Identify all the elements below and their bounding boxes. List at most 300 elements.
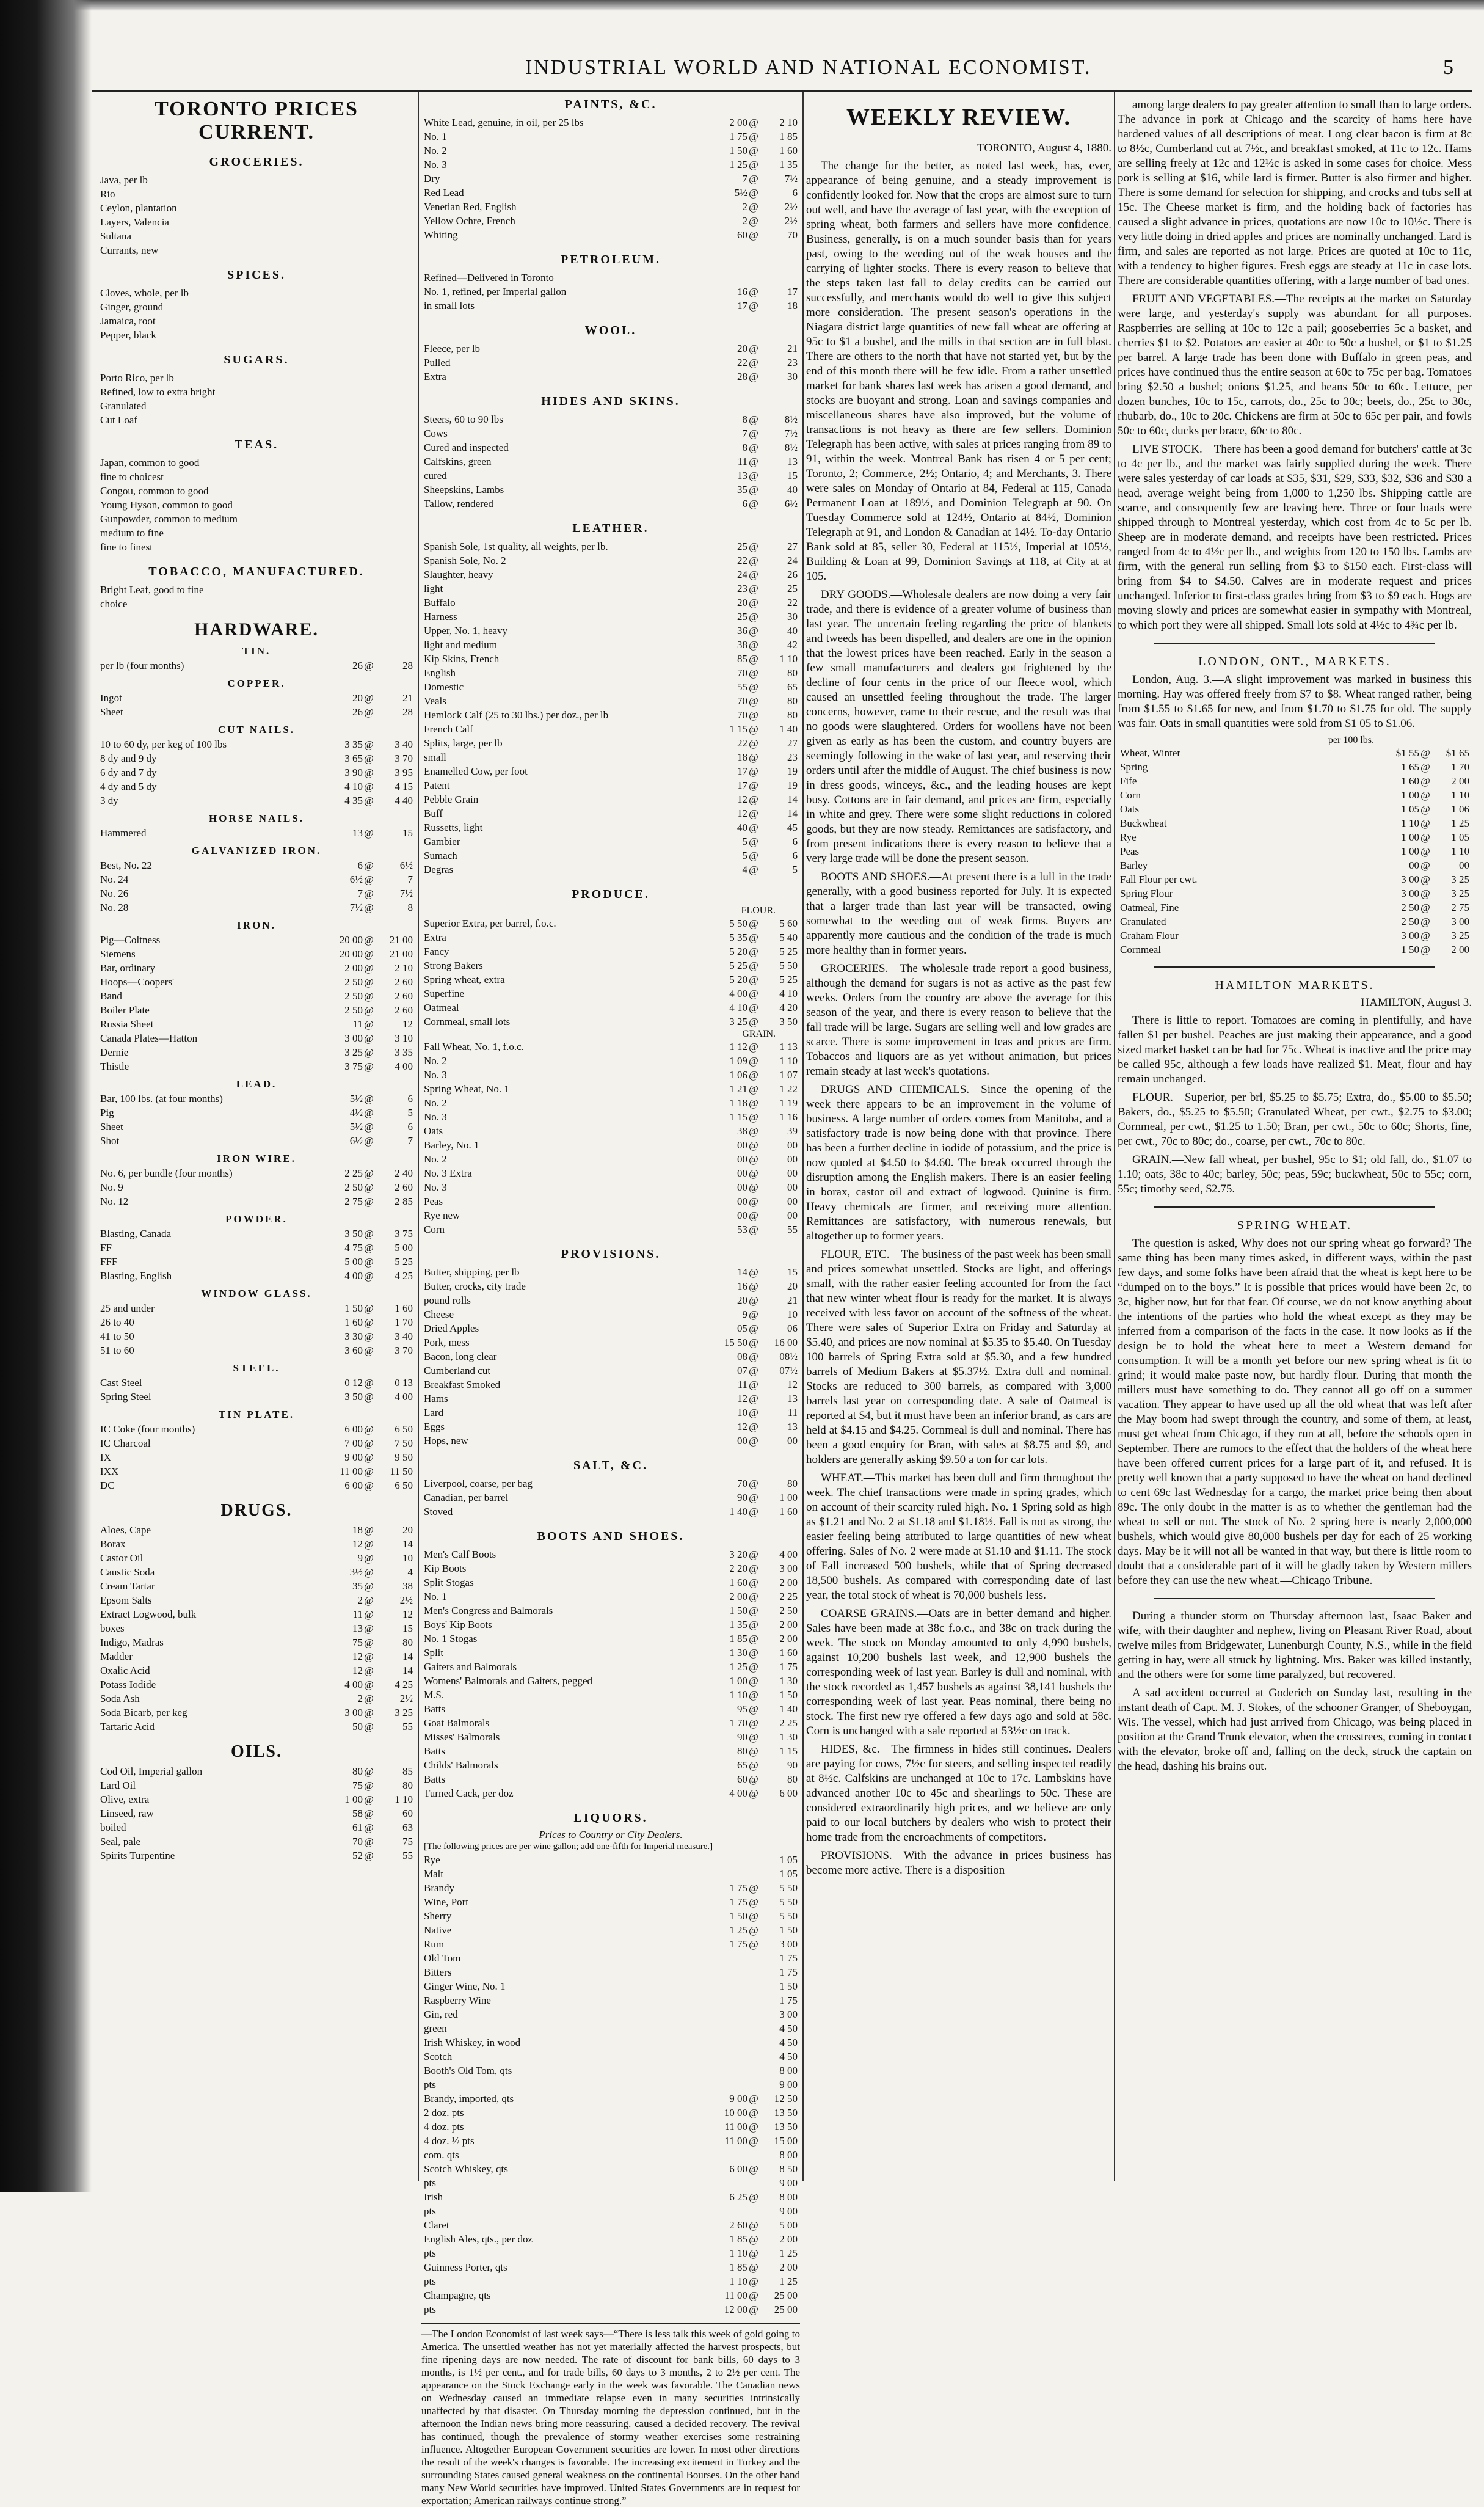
item-label: 4 dy and 5 dy bbox=[100, 781, 157, 792]
price-row bbox=[424, 2120, 798, 2134]
price-row bbox=[100, 215, 413, 229]
price-row bbox=[424, 1124, 798, 1138]
price-high: 15 00 bbox=[774, 2135, 798, 2147]
paragraph: The question is asked, Why does not our spring wheat go forward? The same thing has been many times asked, in different ways, within the past few days, and some folks have been afraid that the wheat is kept here to be “dumped on to the boys.” It is possible that prices would have been 2c, to 3c, higher now, but for that fear. Of course, we do not know anything about the intentions of the parties who hold the wheat except as they may be inferred from a comparison of the facts in the case. It now looks as if the design be to hold the wheat here to meet a Western demand for consumption. It will be a month yet before our new spring wheat is fit to grind; it would make paste now, but hardly flour. During that month the millers must have something to do. They cannot all go off on a summer vacation. They appear to have used up all the old wheat that was left after the May boom had swept through the country, and some of them, at least, must get wheat from Chicago, if they run at all, before the schools open in September. There are rumors to the effect that the holders of the wheat here have been offered current prices for a large part of it, and refused. It is pretty well known that a party supposed to have the wheat on hand declined to cent 69c last Wednesday for a cargo, the market price being then about 89c. The only doubt in the matter is as to whether the gentleman had the wheat to sell or not. The stock of No. 2 spring here is nearly 2,000,000 bushels, which would give 80,000 bushels per day for each of 25 working days. May be it will not all be wanted in that way, but there is little room to doubt that a considerable part of it will be gladly taken by Western millers before they can use the new wheat.—Chicago Tribune. bbox=[1118, 1237, 1472, 1587]
price-row bbox=[100, 1255, 413, 1269]
price-high: 1 30 bbox=[779, 1731, 798, 1743]
item-label: Thistle bbox=[100, 1060, 129, 1072]
price-high: 5 50 bbox=[779, 1882, 798, 1894]
price-high bbox=[375, 540, 413, 554]
price-sep: @ bbox=[364, 1465, 374, 1477]
price-low: 17 bbox=[737, 779, 747, 791]
price-sep: @ bbox=[749, 1647, 758, 1659]
price-low: 70 bbox=[737, 667, 747, 679]
price-sep: @ bbox=[749, 1938, 758, 1950]
item-label: Cornmeal bbox=[1120, 944, 1162, 955]
price-low: 1 00 bbox=[1401, 789, 1419, 801]
price-sep: @ bbox=[749, 2121, 758, 2133]
price-high bbox=[375, 243, 413, 257]
price-low: 00 bbox=[737, 1153, 747, 1165]
grain-list bbox=[421, 1040, 800, 1236]
price-sep: @ bbox=[749, 1153, 758, 1165]
price-low bbox=[710, 1951, 747, 1965]
item-label: Porto Rico, per lb bbox=[100, 372, 174, 384]
hardware-subsection-list bbox=[98, 1422, 415, 1492]
price-row bbox=[424, 694, 798, 708]
price-high: 12 bbox=[402, 1018, 413, 1030]
price-low: 55 bbox=[737, 681, 747, 693]
price-low: 20 00 bbox=[339, 934, 363, 946]
price-row bbox=[100, 1834, 413, 1848]
price-low: 4 00 bbox=[344, 1679, 363, 1690]
item-label: Jamaica, root bbox=[100, 315, 156, 327]
hardware-sections bbox=[98, 645, 415, 1492]
item-label: Superfine bbox=[424, 988, 465, 999]
price-high: 7 bbox=[407, 874, 413, 885]
price-row bbox=[424, 341, 798, 356]
price-high: 5 40 bbox=[779, 932, 798, 943]
price-sep: @ bbox=[364, 1594, 374, 1606]
price-high: 2 25 bbox=[779, 1717, 798, 1729]
item-label: Scotch bbox=[424, 2051, 453, 2062]
price-low: 3 65 bbox=[344, 753, 363, 764]
price-row bbox=[100, 961, 413, 975]
price-high: 2 75 bbox=[1451, 902, 1469, 913]
price-sep: @ bbox=[1420, 944, 1430, 955]
price-sep: @ bbox=[749, 357, 758, 368]
price-row bbox=[100, 1227, 413, 1241]
price-row bbox=[424, 553, 798, 567]
price-low: 38 bbox=[737, 639, 747, 651]
price-row bbox=[424, 172, 798, 186]
price-sep: @ bbox=[749, 2163, 758, 2175]
price-sep: @ bbox=[749, 2191, 758, 2203]
column-rule-3 bbox=[1114, 92, 1115, 2181]
item-label: No. 3 bbox=[424, 159, 447, 170]
price-high: 2 10 bbox=[395, 962, 413, 974]
price-row bbox=[424, 186, 798, 200]
item-label: Aloes, Cape bbox=[100, 1524, 151, 1536]
price-high: 4 10 bbox=[779, 988, 798, 999]
price-sep: @ bbox=[364, 1330, 374, 1342]
price-low: 90 bbox=[737, 1492, 747, 1503]
price-row bbox=[100, 1720, 413, 1734]
price-low: 2 50 bbox=[344, 1181, 363, 1193]
price-high: 14 bbox=[787, 794, 798, 805]
price-row bbox=[424, 1589, 798, 1604]
item-label: Sumach bbox=[424, 850, 457, 861]
price-low: 4 75 bbox=[344, 1242, 363, 1254]
price-sep: @ bbox=[749, 988, 758, 999]
price-sep: @ bbox=[749, 1717, 758, 1729]
item-label: pts bbox=[424, 2275, 436, 2287]
price-low: 65 bbox=[737, 1759, 747, 1771]
price-row bbox=[424, 1730, 798, 1744]
price-sep: @ bbox=[749, 960, 758, 971]
price-high: 75 bbox=[402, 1836, 413, 1847]
hides-title: HIDES AND SKINS. bbox=[541, 395, 680, 408]
price-low: 70 bbox=[737, 695, 747, 707]
price-row bbox=[100, 1166, 413, 1180]
price-high: 5 25 bbox=[779, 974, 798, 985]
price-low: 5 bbox=[742, 836, 747, 847]
item-label: Olive, extra bbox=[100, 1794, 150, 1805]
liquors-list bbox=[421, 1853, 800, 2316]
price-row bbox=[100, 1106, 413, 1120]
price-sep bbox=[363, 328, 375, 342]
price-high: 80 bbox=[787, 1478, 798, 1489]
price-sep bbox=[747, 2148, 760, 2162]
price-high: 25 00 bbox=[774, 2290, 798, 2301]
item-label: pts bbox=[424, 2205, 436, 2217]
price-sep bbox=[363, 215, 375, 229]
price-row bbox=[100, 900, 413, 914]
price-sep: @ bbox=[364, 1721, 374, 1732]
price-high bbox=[375, 456, 413, 470]
price-sep: @ bbox=[749, 1266, 758, 1278]
price-low: 00 bbox=[737, 1139, 747, 1151]
price-high: 6 50 bbox=[395, 1423, 413, 1435]
price-high: 1 10 bbox=[1451, 845, 1469, 857]
price-sep: @ bbox=[749, 1407, 758, 1418]
masthead-rule bbox=[92, 90, 1472, 92]
item-label: 4 doz. pts bbox=[424, 2121, 464, 2133]
liquors-note: [The following prices are per wine gallon; add one-fifth for Imperial measure.] bbox=[424, 1842, 713, 1852]
price-high: 1 35 bbox=[779, 159, 798, 170]
price-sep bbox=[363, 243, 375, 257]
price-low: 6 00 bbox=[344, 1423, 363, 1435]
price-row bbox=[424, 1279, 798, 1293]
price-low: 35 bbox=[352, 1580, 363, 1592]
price-low: 2 60 bbox=[729, 2219, 747, 2231]
price-sep: @ bbox=[364, 1018, 374, 1030]
item-label: pts bbox=[424, 2304, 436, 2315]
item-label: 26 to 40 bbox=[100, 1316, 134, 1328]
economist-quote: —The London Economist of last week says—“There is less talk this week of gold going to America. The unsettled weather has not yet materially affected the harvest prospects, but fine ripening days are now needed. The rate of discount for bank bills, 60 days to 3 months, is 1½ per cent., and for trade bills, 60 days to 3 months, 2 to 2½ per cent. The appearance on the Stock Exchange early in the week was favorable. The Canadian news on Wednesday caused an immediate relapse even in many securities intrinsically unaffected by that disaster. On Thursday morning the depression continued, but in the afternoon the Indian news bring more reassuring, caused a decided recovery. The revival has continued, though the prevalence of stormy weather exercises some restraining influence. Altogether European Government securities are lower. In most other directions the result of the week's changes is favorable. The increasing excitement in Turkey and the surrounding States caused general weakness on the continental Bourses. On the other hand many New World securities have improved. United States Governments are in request for exportation; American railways continue strong.” bbox=[421, 2328, 800, 2506]
price-high: 21 bbox=[787, 1294, 798, 1306]
price-low: 0 12 bbox=[344, 1377, 363, 1389]
price-row bbox=[424, 497, 798, 511]
price-sep bbox=[363, 201, 375, 215]
item-label: Hammered bbox=[100, 827, 147, 839]
item-label: Gin, red bbox=[424, 2009, 458, 2020]
price-sep: @ bbox=[749, 131, 758, 142]
price-high: 4 00 bbox=[395, 1060, 413, 1072]
price-low: 1 60 bbox=[344, 1316, 363, 1328]
price-row bbox=[424, 1674, 798, 1688]
price-row bbox=[424, 1575, 798, 1589]
price-low: 1 50 bbox=[1401, 944, 1419, 955]
price-row bbox=[424, 1937, 798, 1951]
price-low: 3 35 bbox=[344, 739, 363, 750]
price-high: 2 00 bbox=[1451, 775, 1469, 787]
price-sep: @ bbox=[749, 541, 758, 552]
price-sep bbox=[363, 371, 375, 385]
price-low: 4 00 bbox=[729, 1787, 747, 1799]
price-row bbox=[424, 426, 798, 440]
price-row bbox=[424, 582, 798, 596]
price-row bbox=[424, 750, 798, 764]
groceries-list bbox=[98, 173, 415, 257]
price-high: 1 50 bbox=[779, 1689, 798, 1701]
price-low: 12 bbox=[737, 808, 747, 819]
price-low: 1 06 bbox=[729, 1069, 747, 1081]
price-row bbox=[100, 1422, 413, 1436]
item-label: Butter, crocks, city trade bbox=[424, 1280, 526, 1292]
item-label: Barley, No. 1 bbox=[424, 1139, 479, 1151]
price-low: 5 20 bbox=[729, 946, 747, 957]
price-high: 15 bbox=[787, 1266, 798, 1278]
price-high: 1 60 bbox=[779, 1647, 798, 1659]
price-row bbox=[100, 1241, 413, 1255]
price-low: 13 bbox=[737, 470, 747, 481]
price-sep: @ bbox=[364, 1707, 374, 1718]
column-rule-2 bbox=[802, 92, 804, 2181]
price-row bbox=[100, 751, 413, 765]
price-sep: @ bbox=[749, 470, 758, 481]
price-high: 4 40 bbox=[395, 795, 413, 806]
price-sep: @ bbox=[749, 737, 758, 749]
price-high: 2 00 bbox=[779, 1577, 798, 1588]
price-sep: @ bbox=[749, 1605, 758, 1616]
item-label: Tartaric Acid bbox=[100, 1721, 155, 1732]
price-low: 00 bbox=[737, 1435, 747, 1447]
price-sep bbox=[747, 2176, 760, 2190]
price-high: 3 25 bbox=[395, 1707, 413, 1718]
price-low bbox=[710, 2148, 747, 2162]
price-sep bbox=[363, 385, 375, 399]
price-sep: @ bbox=[364, 1794, 374, 1805]
price-high: 2 10 bbox=[779, 117, 798, 128]
item-label: Soda Ash bbox=[100, 1693, 140, 1704]
price-sep: @ bbox=[749, 808, 758, 819]
item-label: Oxalic Acid bbox=[100, 1665, 150, 1676]
item-label: Boiler Plate bbox=[100, 1004, 150, 1016]
hardware-subsection-title: GALVANIZED IRON. bbox=[191, 845, 322, 856]
price-sep: @ bbox=[1420, 845, 1430, 857]
price-high: 28 bbox=[402, 706, 413, 718]
item-label: Extra bbox=[424, 932, 446, 943]
price-row bbox=[424, 158, 798, 172]
price-high: 3 00 bbox=[779, 1563, 798, 1574]
price-row bbox=[424, 596, 798, 610]
price-high: 4 50 bbox=[779, 2037, 798, 2048]
price-high: 1 05 bbox=[1451, 831, 1469, 843]
price-high: 7 50 bbox=[395, 1437, 413, 1449]
price-low: 3 90 bbox=[344, 767, 363, 778]
price-sep: @ bbox=[364, 902, 374, 913]
price-sep: @ bbox=[364, 948, 374, 960]
price-row bbox=[100, 933, 413, 947]
price-low: 1 15 bbox=[729, 1111, 747, 1123]
price-low: 5 35 bbox=[729, 932, 747, 943]
price-row bbox=[424, 1951, 798, 1965]
london-unit: per 100 lbs. bbox=[1328, 735, 1374, 745]
item-label: Lard Oil bbox=[100, 1779, 136, 1791]
item-label: Fall Flour per cwt. bbox=[1120, 874, 1198, 885]
price-row bbox=[424, 2134, 798, 2148]
price-row bbox=[424, 1772, 798, 1786]
price-low: 1 50 bbox=[344, 1302, 363, 1314]
price-sep: @ bbox=[749, 653, 758, 665]
price-row bbox=[424, 973, 798, 987]
price-row bbox=[424, 736, 798, 750]
paragraph: LIVE STOCK.—There has been a good demand for butchers' cattle at 3c to 4c per lb., and the market was fairly supplied during the week. There were sales yesterday of car loads at $35, $31, $29, $33, $32, $36 and $30 a head, average weight being from 1,000 to 1,250 lbs. Shipping cattle are scarce, and consequently few are leaving here. Three or four loads were shipped through to Montreal yesterday, which cost from 4c to 5c per lb. Sheep are in moderate demand, and receipts have been restricted. Prices ranged from 4c to 4½c per lb., and weights from 120 to 150 lbs. Lambs are firm, with the general run selling from $3 to $150 each. First-class will bring from $4 to $4.50. Calves are in moderate request and prices unchanged. Inferior to first-class grades bring from $3 to $9 each. Hogs are moving slowly and prices are somewhat easier in sympathy with Montreal, to which port they were all shipped. Small lots sold at 4½c to 4¾c per lb. bbox=[1118, 443, 1472, 632]
item-label: Strong Bakers bbox=[424, 960, 483, 971]
price-high: 21 00 bbox=[389, 934, 413, 946]
price-low: 7 bbox=[357, 888, 363, 899]
paragraph: PROVISIONS.—With the advance in prices business has become more active. There is a disposition bbox=[806, 1849, 1111, 1877]
price-row bbox=[100, 1180, 413, 1194]
price-low: 80 bbox=[737, 1745, 747, 1757]
price-high: 24 bbox=[787, 555, 798, 566]
oils-title: OILS. bbox=[231, 1742, 282, 1761]
price-sep: @ bbox=[1420, 831, 1430, 843]
paragraph: among large dealers to pay greater attention to small than to large orders. The advance in pork at Chicago and the scarcity of hams here have hardened values of all descriptions of meat. Long clear bacon is firm at 8c to 8½c, Cumberland cut at 7½c, and breakfast smoked, at 11c to 12c. Hams are selling freely at 12c and 12½c is asked in some cases for choice. Mess pork is selling at $16, while lard is firmer. Butter is also firmer and higher. There is some demand for selection for shipping, and crocks and tubs sell at 15c. The Cheese market is firm, and the holding back of factories has caused a slight advance in prices, quotations are now 10c to 10½c. There is very little doing in dried apples and prices are nominally unchanged. Lard is firm, and sales are reported as not large. Prices are quoted at 10c to 11c, with a tendency to higher figures. Fresh eggs are steady at 11c in case lots. There are considerable quantities offering, with a large number of bad ones. bbox=[1118, 98, 1472, 287]
price-row bbox=[1120, 914, 1469, 929]
item-label: English Ales, qts., per doz bbox=[424, 2233, 533, 2245]
item-label: Stoved bbox=[424, 1506, 453, 1517]
price-sep: @ bbox=[364, 1808, 374, 1819]
price-sep bbox=[363, 484, 375, 498]
price-high: 1 13 bbox=[779, 1041, 798, 1053]
price-low: 1 65 bbox=[1401, 761, 1419, 773]
hardware-subsection-list bbox=[98, 858, 415, 914]
price-row bbox=[424, 2246, 798, 2260]
item-label: Fleece, per lb bbox=[424, 343, 481, 354]
item-label: Men's Calf Boots bbox=[424, 1549, 496, 1560]
price-low: 2 bbox=[742, 215, 747, 227]
price-low: 22 bbox=[737, 555, 747, 566]
hardware-title: HARDWARE. bbox=[194, 619, 319, 640]
price-low: 36 bbox=[737, 625, 747, 637]
item-label: Dry bbox=[424, 173, 440, 184]
price-row bbox=[424, 412, 798, 426]
price-row bbox=[100, 1003, 413, 1017]
price-low: 60 bbox=[737, 1773, 747, 1785]
salt-list bbox=[421, 1476, 800, 1519]
price-high: 1 40 bbox=[779, 723, 798, 735]
price-high: 7½ bbox=[399, 888, 413, 899]
price-row bbox=[100, 705, 413, 719]
price-row bbox=[100, 1607, 413, 1621]
price-low: 26 bbox=[352, 660, 363, 671]
price-high: 80 bbox=[402, 1779, 413, 1791]
price-row bbox=[100, 886, 413, 900]
price-high: 6 bbox=[792, 836, 798, 847]
price-sep: @ bbox=[749, 1210, 758, 1221]
price-low: 1 25 bbox=[729, 1924, 747, 1936]
price-low: 20 bbox=[737, 1294, 747, 1306]
paragraph: FLOUR, ETC.—The business of the past week has been small and prices somewhat unsettled. Stocks are light, and offerings small, with the rather easier feeling accounted for from the fact that new winter wheat flour is ready for the market. It is always received with less favor on account of the softness of the wheat. There were sales of Superior Extra on Friday and Saturday at $5.40, and prices are now nominal at $5.35 to $5.40. On Tuesday 100 barrels of Spring Extra sold at $5.30, and a few hundred barrels of Medium Bakers at $5.37½. Extra dull and nominal. Stocks are reduced to 300 barrels, as compared with 3,000 barrels last year on corresponding date. A sale of Oatmeal is reported at $4, but it must have been an inferior brand, as cars are held at $4.15 and $4.25. Cornmeal is dull and nominal. There has been a good enquiry for Bran, with sales at $8.75 and $9, and holders are generally asking $9.50 a ton for car lots. bbox=[806, 1248, 1111, 1466]
price-row bbox=[100, 1820, 413, 1834]
price-high: 3 00 bbox=[779, 1938, 798, 1950]
price-row bbox=[100, 201, 413, 215]
price-low: 07 bbox=[737, 1365, 747, 1376]
price-sep bbox=[747, 1965, 760, 1979]
hardware-subsection-title: CUT NAILS. bbox=[217, 724, 296, 735]
hardware-subsection-title: TIN PLATE. bbox=[218, 1409, 295, 1420]
price-row bbox=[424, 1180, 798, 1194]
price-high: 1 70 bbox=[395, 1316, 413, 1328]
price-high: 16 00 bbox=[774, 1337, 798, 1348]
item-label: FFF bbox=[100, 1256, 118, 1268]
price-row bbox=[424, 930, 798, 944]
price-low bbox=[710, 1979, 747, 1993]
item-label: Extra bbox=[424, 371, 446, 382]
price-high: 00 bbox=[787, 1195, 798, 1207]
price-high: 14 bbox=[402, 1538, 413, 1550]
price-low: 12 bbox=[737, 1421, 747, 1432]
price-low: 50 bbox=[352, 1721, 363, 1732]
price-sep: @ bbox=[749, 1759, 758, 1771]
price-low: 28 bbox=[737, 371, 747, 382]
price-sep: @ bbox=[749, 765, 758, 777]
price-row bbox=[424, 200, 798, 214]
price-low bbox=[325, 286, 363, 300]
item-label: Bar, 100 lbs. (at four months) bbox=[100, 1093, 223, 1104]
price-low bbox=[325, 484, 363, 498]
item-label: Boys' Kip Boots bbox=[424, 1619, 492, 1630]
item-label: 10 to 60 dy, per keg of 100 lbs bbox=[100, 739, 227, 750]
price-high bbox=[375, 201, 413, 215]
price-sep: @ bbox=[749, 1703, 758, 1715]
price-sep: @ bbox=[749, 1365, 758, 1376]
hamilton-title: HAMILTON MARKETS. bbox=[1215, 979, 1375, 992]
price-low: 1 40 bbox=[729, 1506, 747, 1517]
price-row bbox=[1120, 872, 1469, 886]
item-label: Canada Plates—Hatton bbox=[100, 1032, 198, 1044]
price-row bbox=[424, 1618, 798, 1632]
price-row bbox=[424, 1001, 798, 1015]
price-row bbox=[1120, 858, 1469, 872]
price-high: 3 40 bbox=[395, 1330, 413, 1342]
price-sep: @ bbox=[749, 932, 758, 943]
grain-label: GRAIN. bbox=[742, 1029, 776, 1039]
hardware-subsection-list bbox=[98, 1166, 415, 1208]
price-sep: @ bbox=[749, 1139, 758, 1151]
price-low: 00 bbox=[737, 1181, 747, 1193]
price-low: 16 bbox=[737, 286, 747, 297]
price-sep bbox=[747, 2021, 760, 2035]
price-low: 18 bbox=[352, 1524, 363, 1536]
price-low: 5½ bbox=[349, 1121, 363, 1133]
london-rule bbox=[1154, 643, 1435, 644]
price-row bbox=[1120, 802, 1469, 816]
price-row bbox=[424, 1979, 798, 1993]
price-row bbox=[100, 1792, 413, 1806]
price-sep: @ bbox=[749, 2135, 758, 2147]
price-sep bbox=[363, 597, 375, 611]
hardware-subsection-list bbox=[98, 826, 415, 840]
price-sep bbox=[747, 2049, 760, 2064]
item-label: FF bbox=[100, 1242, 112, 1254]
price-sep: @ bbox=[364, 1765, 374, 1777]
price-low: 5½ bbox=[734, 187, 747, 199]
price-row bbox=[100, 243, 413, 257]
price-row bbox=[100, 1593, 413, 1607]
price-high: 30 bbox=[787, 611, 798, 622]
price-sep: @ bbox=[749, 918, 758, 929]
item-label: Blasting, English bbox=[100, 1270, 172, 1282]
item-label: Cows bbox=[424, 428, 448, 439]
item-label: Cloves, whole, per lb bbox=[100, 287, 189, 299]
price-low: 15 50 bbox=[724, 1337, 747, 1348]
paints-list bbox=[421, 115, 800, 242]
item-label: Cream Tartar bbox=[100, 1580, 155, 1592]
item-label: No. 2 bbox=[424, 1097, 447, 1109]
paragraph: A sad accident occurred at Goderich on Sunday last, resulting in the instant death of Capt. M. J. Stokes, of the schooner Granger, of Sheboygan, Wis. The vessel, which had just arrived from Chicago, was being placed in position at the Grand Trunk elevator, when the crosstrees, coming in contact with the elevator, broke off and, falling on the deck, struck the captain on the head, dashing his brains out. bbox=[1118, 1687, 1472, 1773]
